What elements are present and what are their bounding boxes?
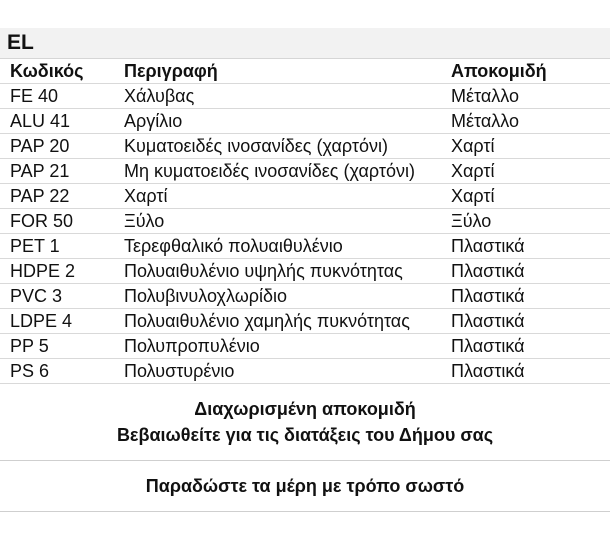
cell-collection: Πλαστικά	[441, 309, 610, 334]
cell-description: Μη κυματοειδές ινοσανίδες (χαρτόνι)	[114, 159, 441, 184]
table-row	[0, 184, 610, 209]
cell-collection: Πλαστικά	[441, 359, 610, 384]
cell-description: Πολυβινυλοχλωρίδιο	[114, 284, 441, 309]
cell-description: Αργίλιο	[114, 109, 441, 134]
cell-description: Χάλυβας	[114, 84, 441, 109]
table-row	[0, 109, 610, 134]
table-row	[0, 284, 610, 309]
header-description: Περιγραφή	[114, 59, 441, 84]
note-line-2: Βεβαιωθείτε για τις διατάξεις του Δήμου σας	[116, 425, 494, 445]
cell-collection: Πλαστικά	[441, 284, 610, 309]
table-row	[0, 259, 610, 284]
recycling-sheet	[0, 28, 610, 512]
cell-code: PET 1	[0, 234, 114, 259]
cell-description: Χαρτί	[114, 184, 441, 209]
note-line-1: Διαχωρισμένη αποκομιδή	[194, 399, 416, 419]
cell-description: Πολυστυρένιο	[114, 359, 441, 384]
table-row	[0, 359, 610, 384]
header-code: Κωδικός	[0, 59, 114, 84]
cell-collection: Ξύλο	[441, 209, 610, 234]
cell-code: PS 6	[0, 359, 114, 384]
table-row	[0, 134, 610, 159]
cell-code: HDPE 2	[0, 259, 114, 284]
cell-description: Κυματοειδές ινοσανίδες (χαρτόνι)	[114, 134, 441, 159]
cell-collection: Χαρτί	[441, 184, 610, 209]
cell-code: LDPE 4	[0, 309, 114, 334]
cell-collection: Χαρτί	[441, 159, 610, 184]
cell-code: PVC 3	[0, 284, 114, 309]
table-header-row	[0, 59, 610, 84]
cell-collection: Μέταλλο	[441, 84, 610, 109]
cell-description: Τερεφθαλικό πολυαιθυλένιο	[114, 234, 441, 259]
cell-collection: Πλαστικά	[441, 334, 610, 359]
cell-code: FOR 50	[0, 209, 114, 234]
cell-code: PAP 20	[0, 134, 114, 159]
cell-code: PAP 22	[0, 184, 114, 209]
separate-collection-note	[0, 384, 610, 461]
cell-collection: Πλαστικά	[441, 234, 610, 259]
table-row	[0, 84, 610, 109]
table-row	[0, 159, 610, 184]
table-row	[0, 234, 610, 259]
cell-description: Πολυπροπυλένιο	[114, 334, 441, 359]
language-label: EL	[0, 28, 610, 59]
cell-code: ALU 41	[0, 109, 114, 134]
header-collection: Αποκομιδή	[441, 59, 610, 84]
cell-collection: Μέταλλο	[441, 109, 610, 134]
cell-description: Πολυαιθυλένιο υψηλής πυκνότητας	[114, 259, 441, 284]
cell-code: PP 5	[0, 334, 114, 359]
cell-description: Πολυαιθυλένιο χαμηλής πυκνότητας	[114, 309, 441, 334]
footer-text: Παραδώστε τα μέρη με τρόπο σωστό	[145, 476, 465, 496]
cell-code: FE 40	[0, 84, 114, 109]
disposal-footer	[0, 461, 610, 512]
table-row	[0, 334, 610, 359]
cell-collection: Χαρτί	[441, 134, 610, 159]
cell-description: Ξύλο	[114, 209, 441, 234]
recycling-codes-table	[0, 59, 610, 384]
table-row	[0, 309, 610, 334]
cell-collection: Πλαστικά	[441, 259, 610, 284]
cell-code: PAP 21	[0, 159, 114, 184]
table-row	[0, 209, 610, 234]
